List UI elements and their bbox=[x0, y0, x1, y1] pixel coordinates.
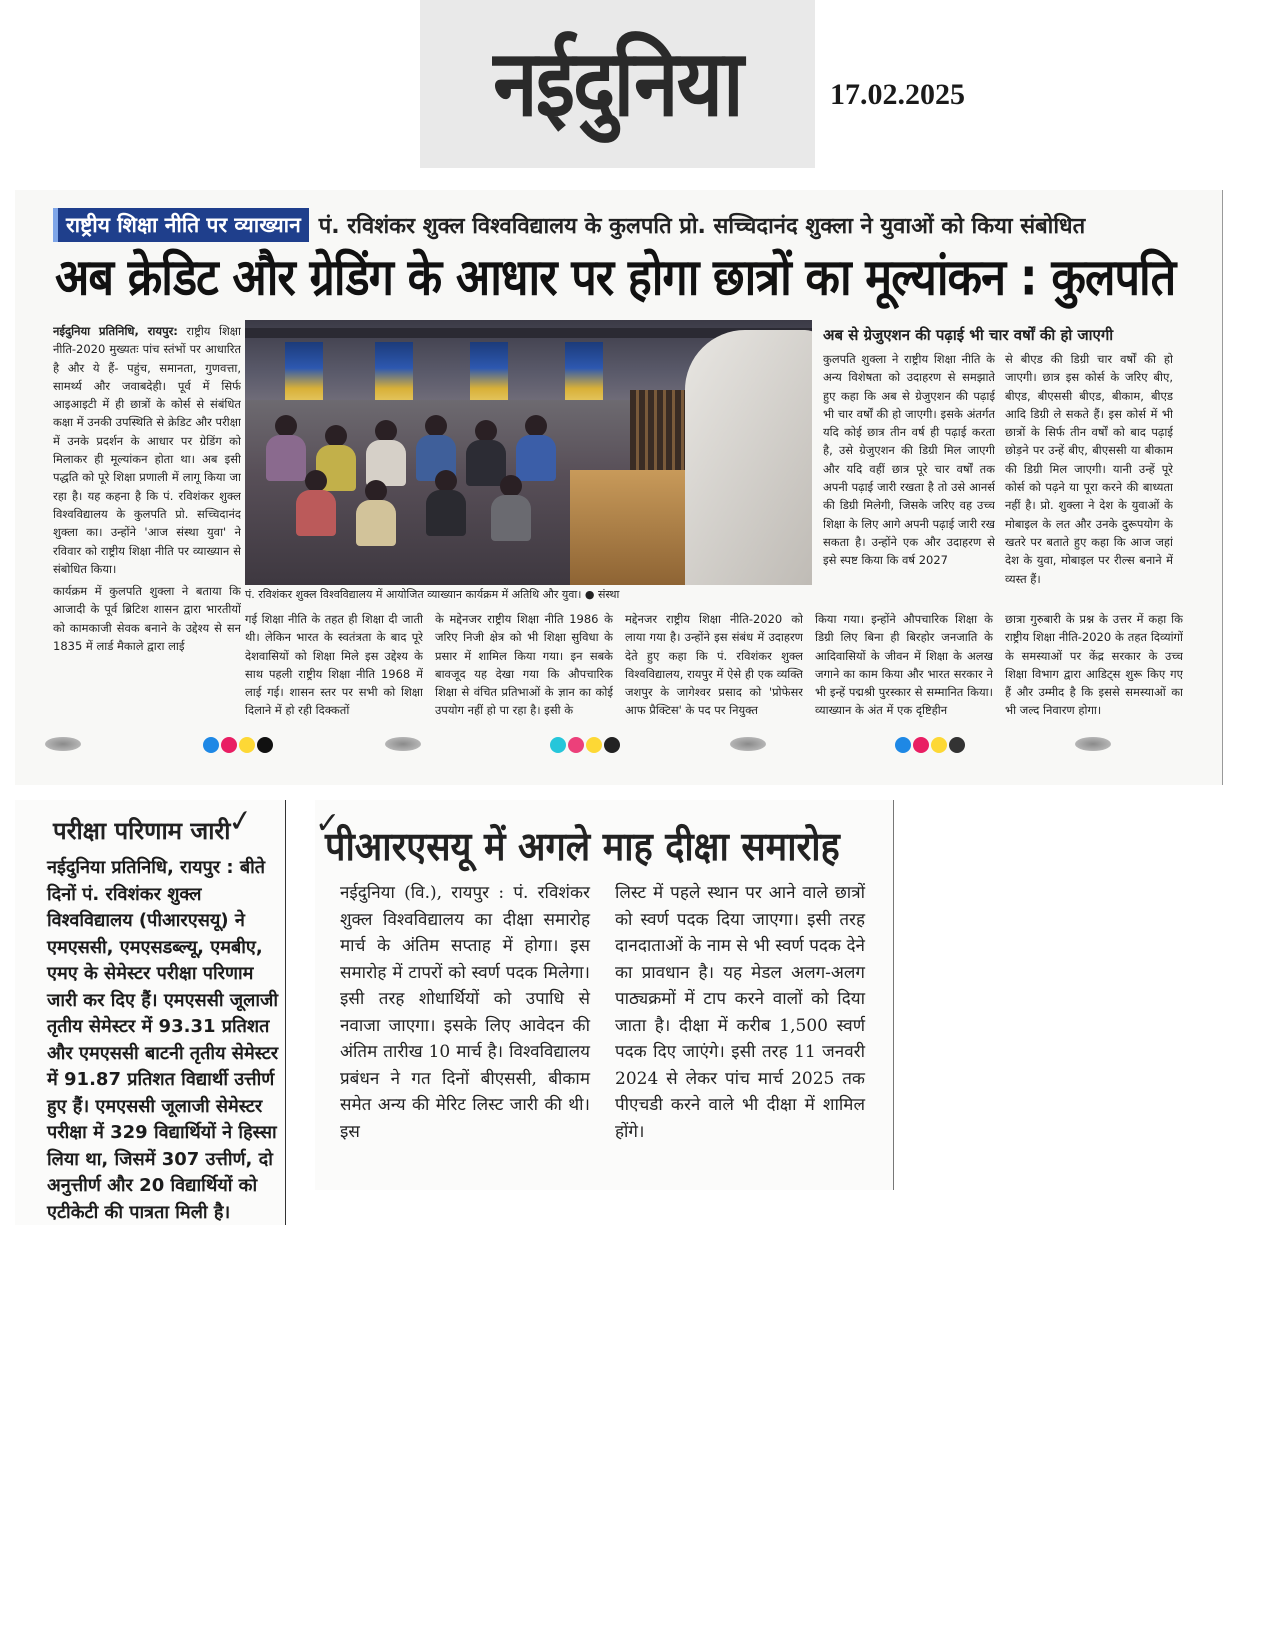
newspaper-masthead bbox=[420, 0, 815, 168]
body-column: किया गया। इन्होंने औपचारिक शिक्षा के डिग्री लिए बिना ही बिरहोर जनजाति के आदिवासियों के जीवन में शिक्षा के अलख जगाने का काम किया और भारत सरकार ने भी इन्हें पद्मश्री पुरस्कार से सम्मानित किया। व्याख्यान के अंत में एक दृष्टिहीन bbox=[815, 612, 993, 718]
print-smudge bbox=[730, 737, 766, 751]
color-registration-marks bbox=[203, 737, 273, 753]
lead-paragraph-2: कार्यक्रम में कुलपति शुक्ला ने बताया कि आजादी के पूर्व ब्रिटिश शासन द्वारा भारतीयों को कामकाजी सेवक बनाने के उद्देश्य से सन 1835 में लार्ड मैकाले द्वारा लाई bbox=[53, 584, 241, 654]
article-headline: परीक्षा परिणाम जारी bbox=[53, 817, 231, 845]
article-headline: अब क्रेडिट और ग्रेडिंग के आधार पर होगा छात्रों का मूल्यांकन : कुलपति bbox=[55, 247, 1176, 307]
photo-caption: पं. रविशंकर शुक्ल विश्वविद्यालय में आयोजित व्याख्यान कार्यक्रम में अतिथि और युवा। ● संस्था bbox=[245, 588, 620, 601]
article-clipping-nep-lecture bbox=[15, 190, 1223, 785]
newspaper-logo: नईदुनिया bbox=[493, 29, 742, 137]
checkmark-icon: ✓ bbox=[315, 806, 341, 841]
kicker-row bbox=[53, 208, 1085, 242]
article-body bbox=[47, 855, 285, 1225]
section-subhead: अब से ग्रेजुएशन की पढ़ाई भी चार वर्षों की हो जाएगी bbox=[823, 326, 1114, 344]
article-text: बीते दिनों पं. रविशंकर शुक्ल विश्वविद्यालय (पीआरएसयू) ने एमएससी, एमएसडब्ल्यू, एमबीए, एमए के सेमेस्टर परीक्षा परिणाम जारी कर दिए हैं। एमएससी जूलाजी तृतीय सेमेस्टर में 93.31 प्रतिशत और एमएससी बाटनी तृतीय सेमेस्टर में 91.87 प्रतिशत विद्यार्थी उत्तीर्ण हुए हैं। एमएससी जूलाजी सेमेस्टर परीक्षा में 329 विद्यार्थियों ने हिस्सा लिया था, जिसमें 307 उत्तीर्ण, दो अनुत्तीर्ण और 20 विद्यार्थियों को एटीकेटी की पात्रता मिली है। bbox=[47, 857, 279, 1223]
byline: नईदुनिया प्रतिनिधि, रायपुर : bbox=[47, 857, 234, 878]
print-smudge bbox=[385, 737, 421, 751]
publication-date: 17.02.2025 bbox=[830, 78, 965, 111]
lead-column bbox=[53, 322, 241, 762]
body-column: कुलपति शुक्ला ने राष्ट्रीय शिक्षा नीति के अन्य विशेषता को उदाहरण से समझाते हुए कहा कि अब से ग्रेजुएशन की पढ़ाई भी चार वर्षों की हो जाएगी। इसके अंतर्गत यदि कोई छात्र तीन वर्ष ही पढ़ाई करता है, उसे ग्रेजुएशन की डिग्री मिल जाएगी और यदि वहीं छात्र पूरे चार वर्षों तक अपनी पढ़ाई जारी रखता है तो उसे आनर्स की डिग्री मिलेगी, जिसके जरिए वह उच्च शिक्षा के लिए आगे अपनी पढ़ाई जारी रख सकता है। उन्होंने एक और उदाहरण से इसे स्पष्ट किया कि वर्ष 2027 bbox=[823, 352, 995, 568]
body-column: लिस्ट में पहले स्थान पर आने वाले छात्रों को स्वर्ण पदक दिया जाएगा। इसी तरह दानदाताओं के नाम से भी स्वर्ण पदक देने का प्रावधान है। यह मेडल अलग-अलग पाठ्यक्रमों में टाप करने वालों को दिया जाता है। दीक्षा में करीब 1,500 स्वर्ण पदक दिए जाएंगे। इसी तरह 11 जनवरी 2024 से लेकर पांच मार्च 2025 तक पीएचडी करने वाले भी दीक्षा में शामिल होंगे। bbox=[615, 883, 865, 1142]
byline: नईदुनिया प्रतिनिधि, रायपुर: bbox=[53, 324, 178, 338]
article-subhead: पं. रविशंकर शुक्ल विश्वविद्यालय के कुलपति प्रो. सच्चिदानंद शुक्ला ने युवाओं को किया संबोधित bbox=[318, 214, 1086, 239]
print-smudge bbox=[1075, 737, 1111, 751]
color-registration-marks bbox=[895, 737, 965, 753]
body-column: के मद्देनजर राष्ट्रीय शिक्षा नीति 1986 के जरिए निजी क्षेत्र को भी शिक्षा सुविधा के प्रसार में शामिल किया गया। इन सबके बावजूद यह देखा गया कि औपचारिक शिक्षा से वंचित प्रतिभाओं के ज्ञान का कोई उपयोग नहीं हो पा रहा है। इसी के bbox=[435, 612, 613, 718]
color-registration-marks bbox=[550, 737, 620, 753]
article-headline: पीआरएसयू में अगले माह दीक्षा समारोह bbox=[325, 824, 840, 870]
print-smudge bbox=[45, 737, 81, 751]
body-column: से बीएड की डिग्री चार वर्षों की हो जाएगी। छात्र इस कोर्स के जरिए बीए, बीएड, बीएससी बीएड, बीकाम, बीएड आदि डिग्री ले सकते हैं। इस कोर्स में भी छात्रों के सिर्फ तीन वर्षों को बाद पढ़ाई छोड़ने पर उन्हें बीए, बीएससी या बीकाम की डिग्री मिल जाएगी। यानी उन्हें पूरे कोर्स को पढ़ने या पूरा करने की बाध्यता नहीं है। प्रो. शुक्ला ने देश के युवाओं के मोबाइल के लत और उनके दुरूपयोग के खतरे पर बताते हुए कहा कि आज जहां देश के युवा, मोबाइल पर रील्स बनाने में व्यस्त हैं। bbox=[1005, 352, 1173, 586]
lecture-photo bbox=[245, 320, 812, 585]
checkmark-icon: ✓ bbox=[225, 802, 256, 841]
article-clipping-exam-results bbox=[15, 800, 286, 1225]
body-column: छात्रा गुरुबारी के प्रश्न के उत्तर में कहा कि राष्ट्रीय शिक्षा नीति-2020 के तहत दिव्यांगों के समस्याओं पर केंद्र सरकार के उच्च शिक्षा विभाग द्वारा आडिट्स शुरू किए गए हैं और उम्मीद है कि इससे समस्याओं का भी जल्द निवारण होगा। bbox=[1005, 612, 1183, 718]
article-clipping-convocation bbox=[315, 800, 894, 1190]
body-column: नईदुनिया (वि.), रायपुर : पं. रविशंकर शुक्ल विश्वविद्यालय का दीक्षा समारोह मार्च के अंतिम सप्ताह में होगा। इस समारोह में टापरों को स्वर्ण पदक मिलेगा। इसी तरह शोधार्थियों को उपाधि से नवाजा जाएगा। इसके लिए आवेदन की अंतिम तारीख 10 मार्च है। विश्वविद्यालय प्रबंधन ने गत दिनों बीएससी, बीकाम समेत अन्य की मेरिट लिस्ट जारी की थी। इस bbox=[340, 883, 590, 1142]
body-column: मद्देनजर राष्ट्रीय शिक्षा नीति-2020 को लाया गया है। उन्होंने इस संबंध में उदाहरण देते हुए कहा कि पं. रविशंकर शुक्ल विश्वविद्यालय, रायपुर में ऐसे ही एक व्यक्ति जशपुर के जागेश्वर प्रसाद को 'प्रोफेसर आफ प्रैक्टिस' के पद पर नियुक्त bbox=[625, 612, 803, 718]
lead-paragraph: राष्ट्रीय शिक्षा नीति-2020 मुख्यतः पांच स्तंभों पर आधारित है और ये हैं- पहुंच, समानता, गुणवत्ता, सामर्थ्य और जवाबदेही। पूर्व में सिर्फ आइआइटी में ही छात्रों के कोर्स से संबंधित कक्षा में उनकी उपस्थिति से क्रेडिट और परीक्षा में उनके प्रदर्शन के आधार पर ग्रेडिंग को मिलाकर ही मूल्यांकन होता था। अब इसी पद्धति को पूरे शिक्षा प्रणाली में लागू किया जा रहा है। यह कहना है कि पं. रविशंकर शुक्ल विश्वविद्यालय के कुलपति प्रो. सच्चिदानंद शुक्ला का। उन्होंने 'आज संस्था युवा' ने रविवार को राष्ट्रीय शिक्षा नीति पर व्याख्यान से संबोधित किया। bbox=[53, 324, 241, 576]
body-column: गई शिक्षा नीति के तहत ही शिक्षा दी जाती थी। लेकिन भारत के स्वतंत्रता के बाद पूरे देशवासियों को शिक्षा मिले इस उद्देश्य के साथ पहली राष्ट्रीय शिक्षा नीति 1968 में लाई गई। शासन स्तर पर सभी को शिक्षा दिलाने में हो रही दिक्कतों bbox=[245, 612, 423, 718]
kicker-label: राष्ट्रीय शिक्षा नीति पर व्याख्यान bbox=[53, 208, 309, 242]
